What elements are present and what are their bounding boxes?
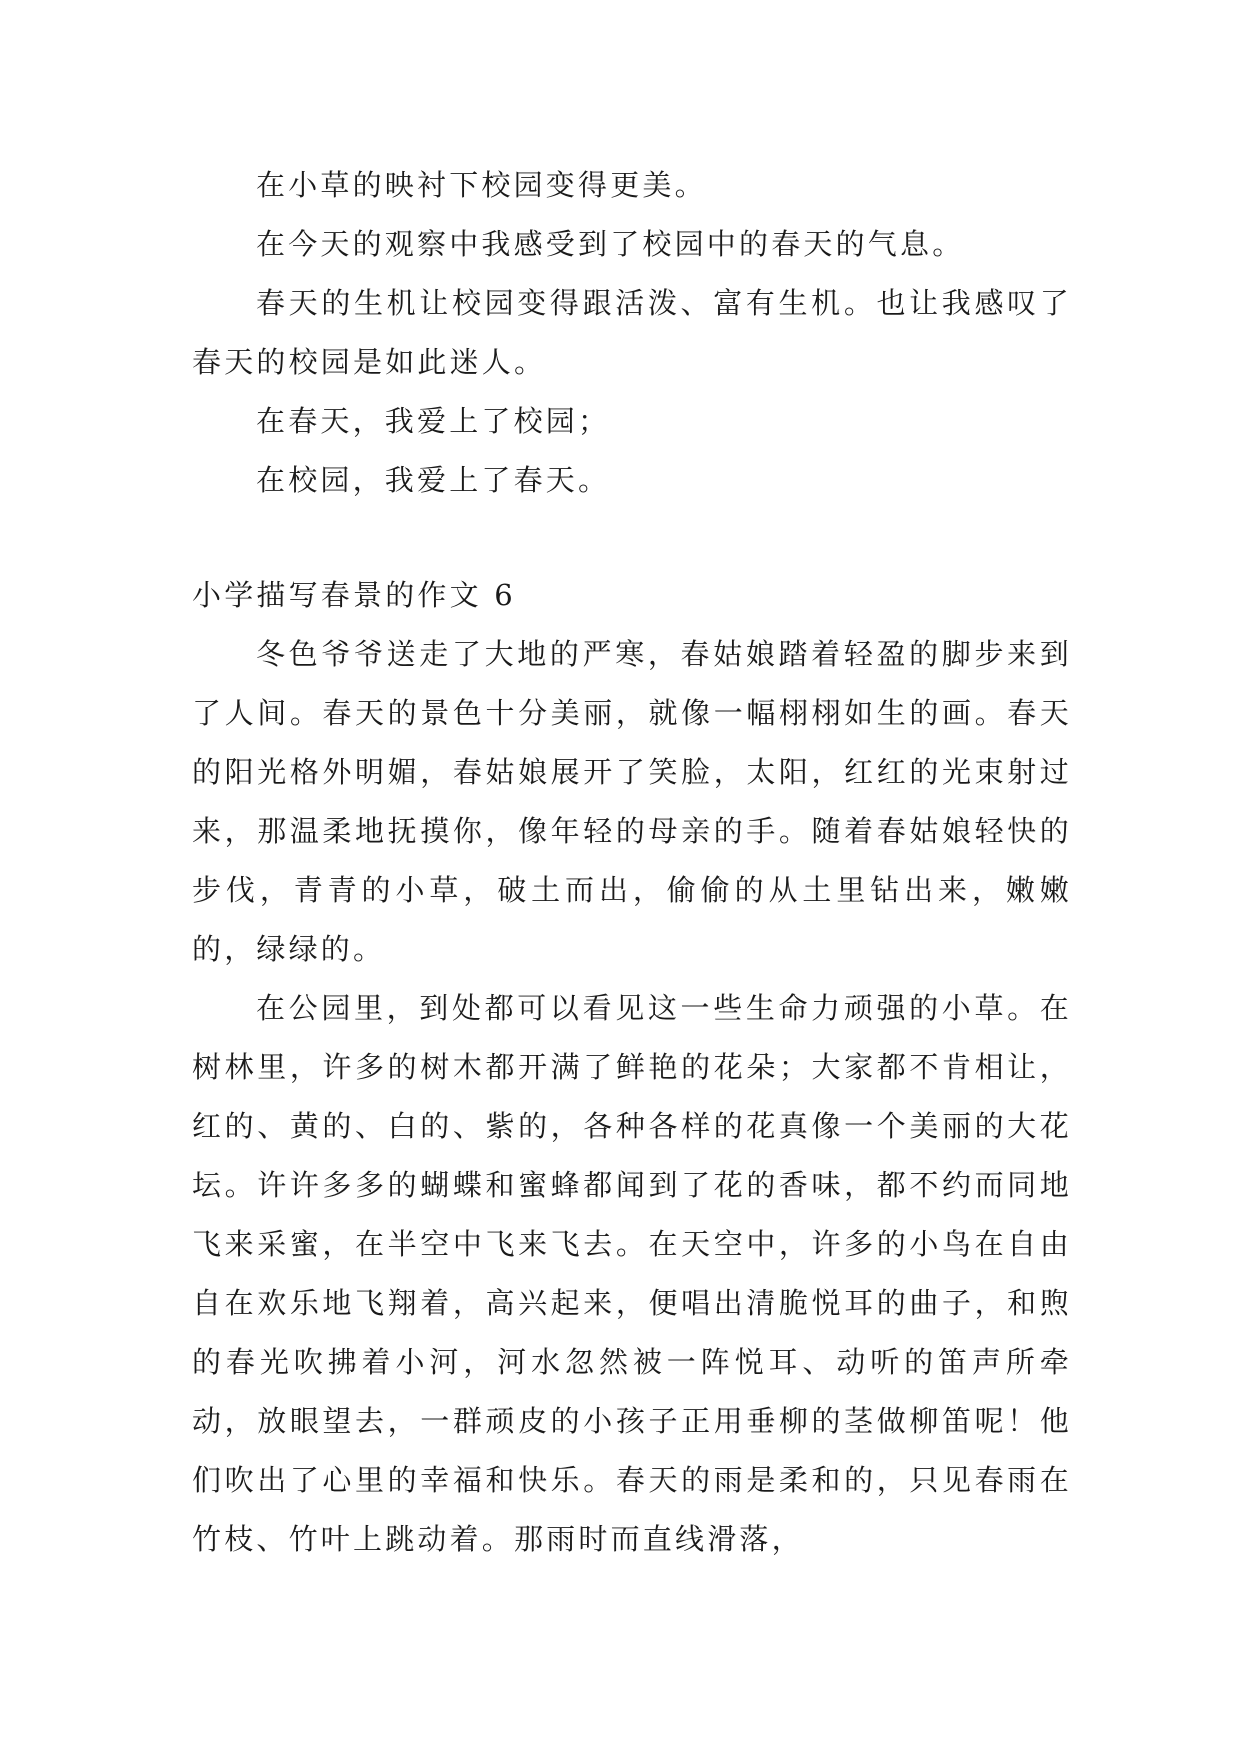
paragraph: 在公园里，到处都可以看见这一些生命力顽强的小草。在树林里，许多的树木都开满了鲜艳的花朵；大家都不肯相让，红的、黄的、白的、紫的，各种各样的花真像一个美丽的大花坛。许许多多的蝴蝶和蜜蜂都闻到了花的香味，都不约而同地飞来采蜜，在半空中飞来飞去。在天空中，许多的小鸟在自由自在欢乐地飞翔着，高兴起来，便唱出清脆悦耳的曲子，和煦的春光吹拂着小河，河水忽然被一阵悦耳、动听的笛声所牵动，放眼望去，一群顽皮的小孩子正用垂柳的茎做柳笛呢！他们吹出了心里的幸福和快乐。春天的雨是柔和的，只见春雨在竹枝、竹叶上跳动着。那雨时而直线滑落， bbox=[192, 991, 1072, 1556]
paragraph: 在校园，我爱上了春天。 bbox=[256, 463, 611, 497]
paragraph: 在今天的观察中我感受到了校园中的春天的气息。 bbox=[256, 227, 965, 261]
paragraph: 在春天，我爱上了校园； bbox=[256, 404, 611, 438]
essay-section bbox=[192, 566, 1072, 1569]
essay-title: 小学描写春景的作文 6 bbox=[192, 578, 516, 612]
paragraph: 春天的生机让校园变得跟活泼、富有生机。也让我感叹了春天的校园是如此迷人。 bbox=[192, 286, 1072, 379]
previous-essay-ending bbox=[192, 156, 1072, 510]
paragraph: 冬色爷爷送走了大地的严寒，春姑娘踏着轻盈的脚步来到了人间。春天的景色十分美丽，就像一幅栩栩如生的画。春天的阳光格外明媚，春姑娘展开了笑脸，太阳，红红的光束射过来，那温柔地抚摸你，像年轻的母亲的手。随着春姑娘轻快的步伐，青青的小草，破土而出，偷偷的从土里钻出来，嫩嫩的，绿绿的。 bbox=[192, 637, 1072, 966]
paragraph: 在小草的映衬下校园变得更美。 bbox=[256, 168, 707, 202]
